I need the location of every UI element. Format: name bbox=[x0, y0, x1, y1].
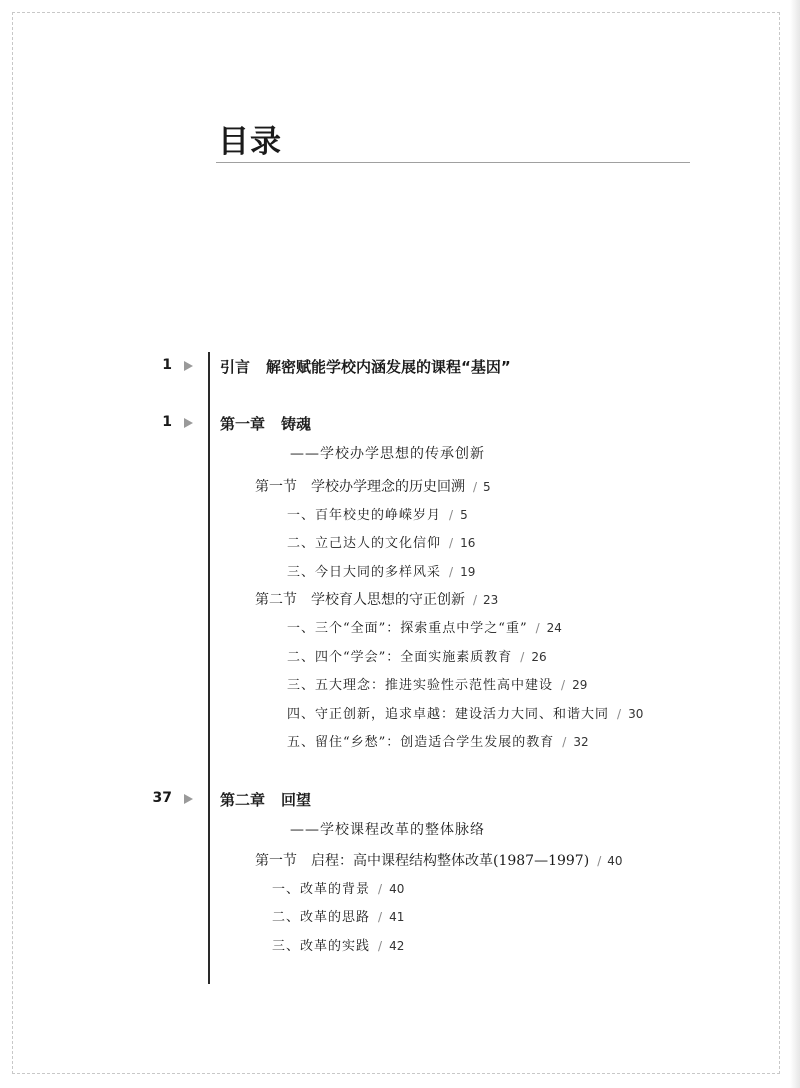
title-underline bbox=[216, 162, 690, 163]
item-page: 19 bbox=[460, 565, 476, 579]
ch1-s2-title: 学校育人思想的守正创新 bbox=[311, 592, 465, 608]
item-page: 5 bbox=[460, 508, 468, 522]
item-page: 42 bbox=[389, 939, 405, 953]
separator: / bbox=[473, 593, 478, 607]
intro-title: 解密赋能学校内涵发展的课程“基因” bbox=[266, 358, 511, 376]
separator: / bbox=[378, 910, 384, 924]
separator: / bbox=[617, 707, 623, 721]
ch1-s2-label: 第二节 bbox=[255, 592, 297, 608]
item-page: 26 bbox=[531, 650, 547, 664]
intro-page-number: 1 bbox=[162, 357, 172, 373]
item-text: 一、三个“全面”：探索重点中学之“重” bbox=[287, 621, 528, 636]
ch1-s2-entry[interactable] bbox=[255, 589, 498, 609]
intro-heading[interactable] bbox=[220, 356, 511, 377]
ch1-page-number: 1 bbox=[162, 414, 172, 430]
ch1-s2-page: 23 bbox=[483, 593, 499, 607]
item-text: 二、四个“学会”：全面实施素质教育 bbox=[287, 650, 513, 665]
item-page: 40 bbox=[389, 882, 405, 896]
item-text: 二、改革的思路 bbox=[272, 910, 371, 925]
separator: / bbox=[378, 939, 384, 953]
ch1-s2-item-1[interactable] bbox=[287, 617, 562, 636]
separator: / bbox=[535, 621, 541, 635]
ch1-title: 铸魂 bbox=[281, 415, 312, 433]
intro-arrow-icon bbox=[184, 361, 193, 371]
ch1-s1-page: 5 bbox=[483, 480, 491, 494]
item-text: 一、改革的背景 bbox=[272, 882, 371, 897]
ch1-s1-item-2[interactable] bbox=[287, 532, 475, 551]
ch2-s1-page: 40 bbox=[607, 854, 623, 868]
item-text: 二、立己达人的文化信仰 bbox=[287, 536, 442, 551]
ch1-label: 第一章 bbox=[220, 415, 266, 433]
page-edge-shadow bbox=[790, 0, 800, 1088]
item-page: 24 bbox=[546, 621, 562, 635]
item-text: 一、百年校史的峥嵘岁月 bbox=[287, 508, 442, 523]
ch1-s2-item-4[interactable] bbox=[287, 703, 643, 722]
ch2-label: 第二章 bbox=[220, 791, 266, 809]
ch2-arrow-icon bbox=[184, 794, 193, 804]
ch1-subtitle: ——学校办学思想的传承创新 bbox=[290, 446, 485, 462]
separator: / bbox=[449, 508, 455, 522]
ch2-page-number: 37 bbox=[152, 790, 172, 806]
ch1-s1-label: 第一节 bbox=[255, 479, 297, 495]
item-page: 16 bbox=[460, 536, 476, 550]
ch1-arrow-icon bbox=[184, 418, 193, 428]
ch1-s1-title: 学校办学理念的历史回溯 bbox=[311, 479, 465, 495]
ch1-s1-item-1[interactable] bbox=[287, 504, 468, 523]
separator: / bbox=[561, 678, 567, 692]
separator: / bbox=[562, 735, 568, 749]
ch2-s1-item-3[interactable] bbox=[272, 935, 404, 954]
ch1-s2-item-3[interactable] bbox=[287, 674, 587, 693]
separator: / bbox=[449, 536, 455, 550]
item-text: 四、守正创新，追求卓越：建设活力大同、和谐大同 bbox=[287, 707, 610, 722]
ch1-s2-item-5[interactable] bbox=[287, 731, 589, 750]
separator: / bbox=[473, 480, 478, 494]
separator: / bbox=[520, 650, 526, 664]
ch2-s1-title: 启程：高中课程结构整体改革(1987—1997) bbox=[311, 853, 590, 869]
ch1-heading[interactable] bbox=[220, 413, 311, 434]
ch2-s1-item-2[interactable] bbox=[272, 906, 404, 925]
item-page: 32 bbox=[573, 735, 589, 749]
ch2-s1-item-1[interactable] bbox=[272, 878, 404, 897]
ch2-subtitle: ——学校课程改革的整体脉络 bbox=[290, 822, 485, 838]
separator: / bbox=[449, 565, 455, 579]
item-page: 30 bbox=[628, 707, 644, 721]
item-page: 41 bbox=[389, 910, 405, 924]
toc-vertical-rule bbox=[208, 352, 210, 984]
item-text: 三、改革的实践 bbox=[272, 939, 371, 954]
ch2-s1-label: 第一节 bbox=[255, 853, 297, 869]
intro-label: 引言 bbox=[220, 358, 251, 376]
item-page: 29 bbox=[572, 678, 588, 692]
ch2-title: 回望 bbox=[281, 791, 312, 809]
item-text: 五、留住“乡愁”：创造适合学生发展的教育 bbox=[287, 735, 555, 750]
ch1-s1-entry[interactable] bbox=[255, 476, 491, 496]
ch1-s1-item-3[interactable] bbox=[287, 561, 475, 580]
ch2-s1-entry[interactable] bbox=[255, 850, 623, 870]
separator: / bbox=[378, 882, 384, 896]
toc-title: 目录 bbox=[218, 124, 282, 160]
item-text: 三、今日大同的多样风采 bbox=[287, 565, 442, 580]
item-text: 三、五大理念：推进实验性示范性高中建设 bbox=[287, 678, 554, 693]
ch1-s2-item-2[interactable] bbox=[287, 646, 547, 665]
ch2-heading[interactable] bbox=[220, 789, 311, 810]
separator: / bbox=[597, 854, 602, 868]
